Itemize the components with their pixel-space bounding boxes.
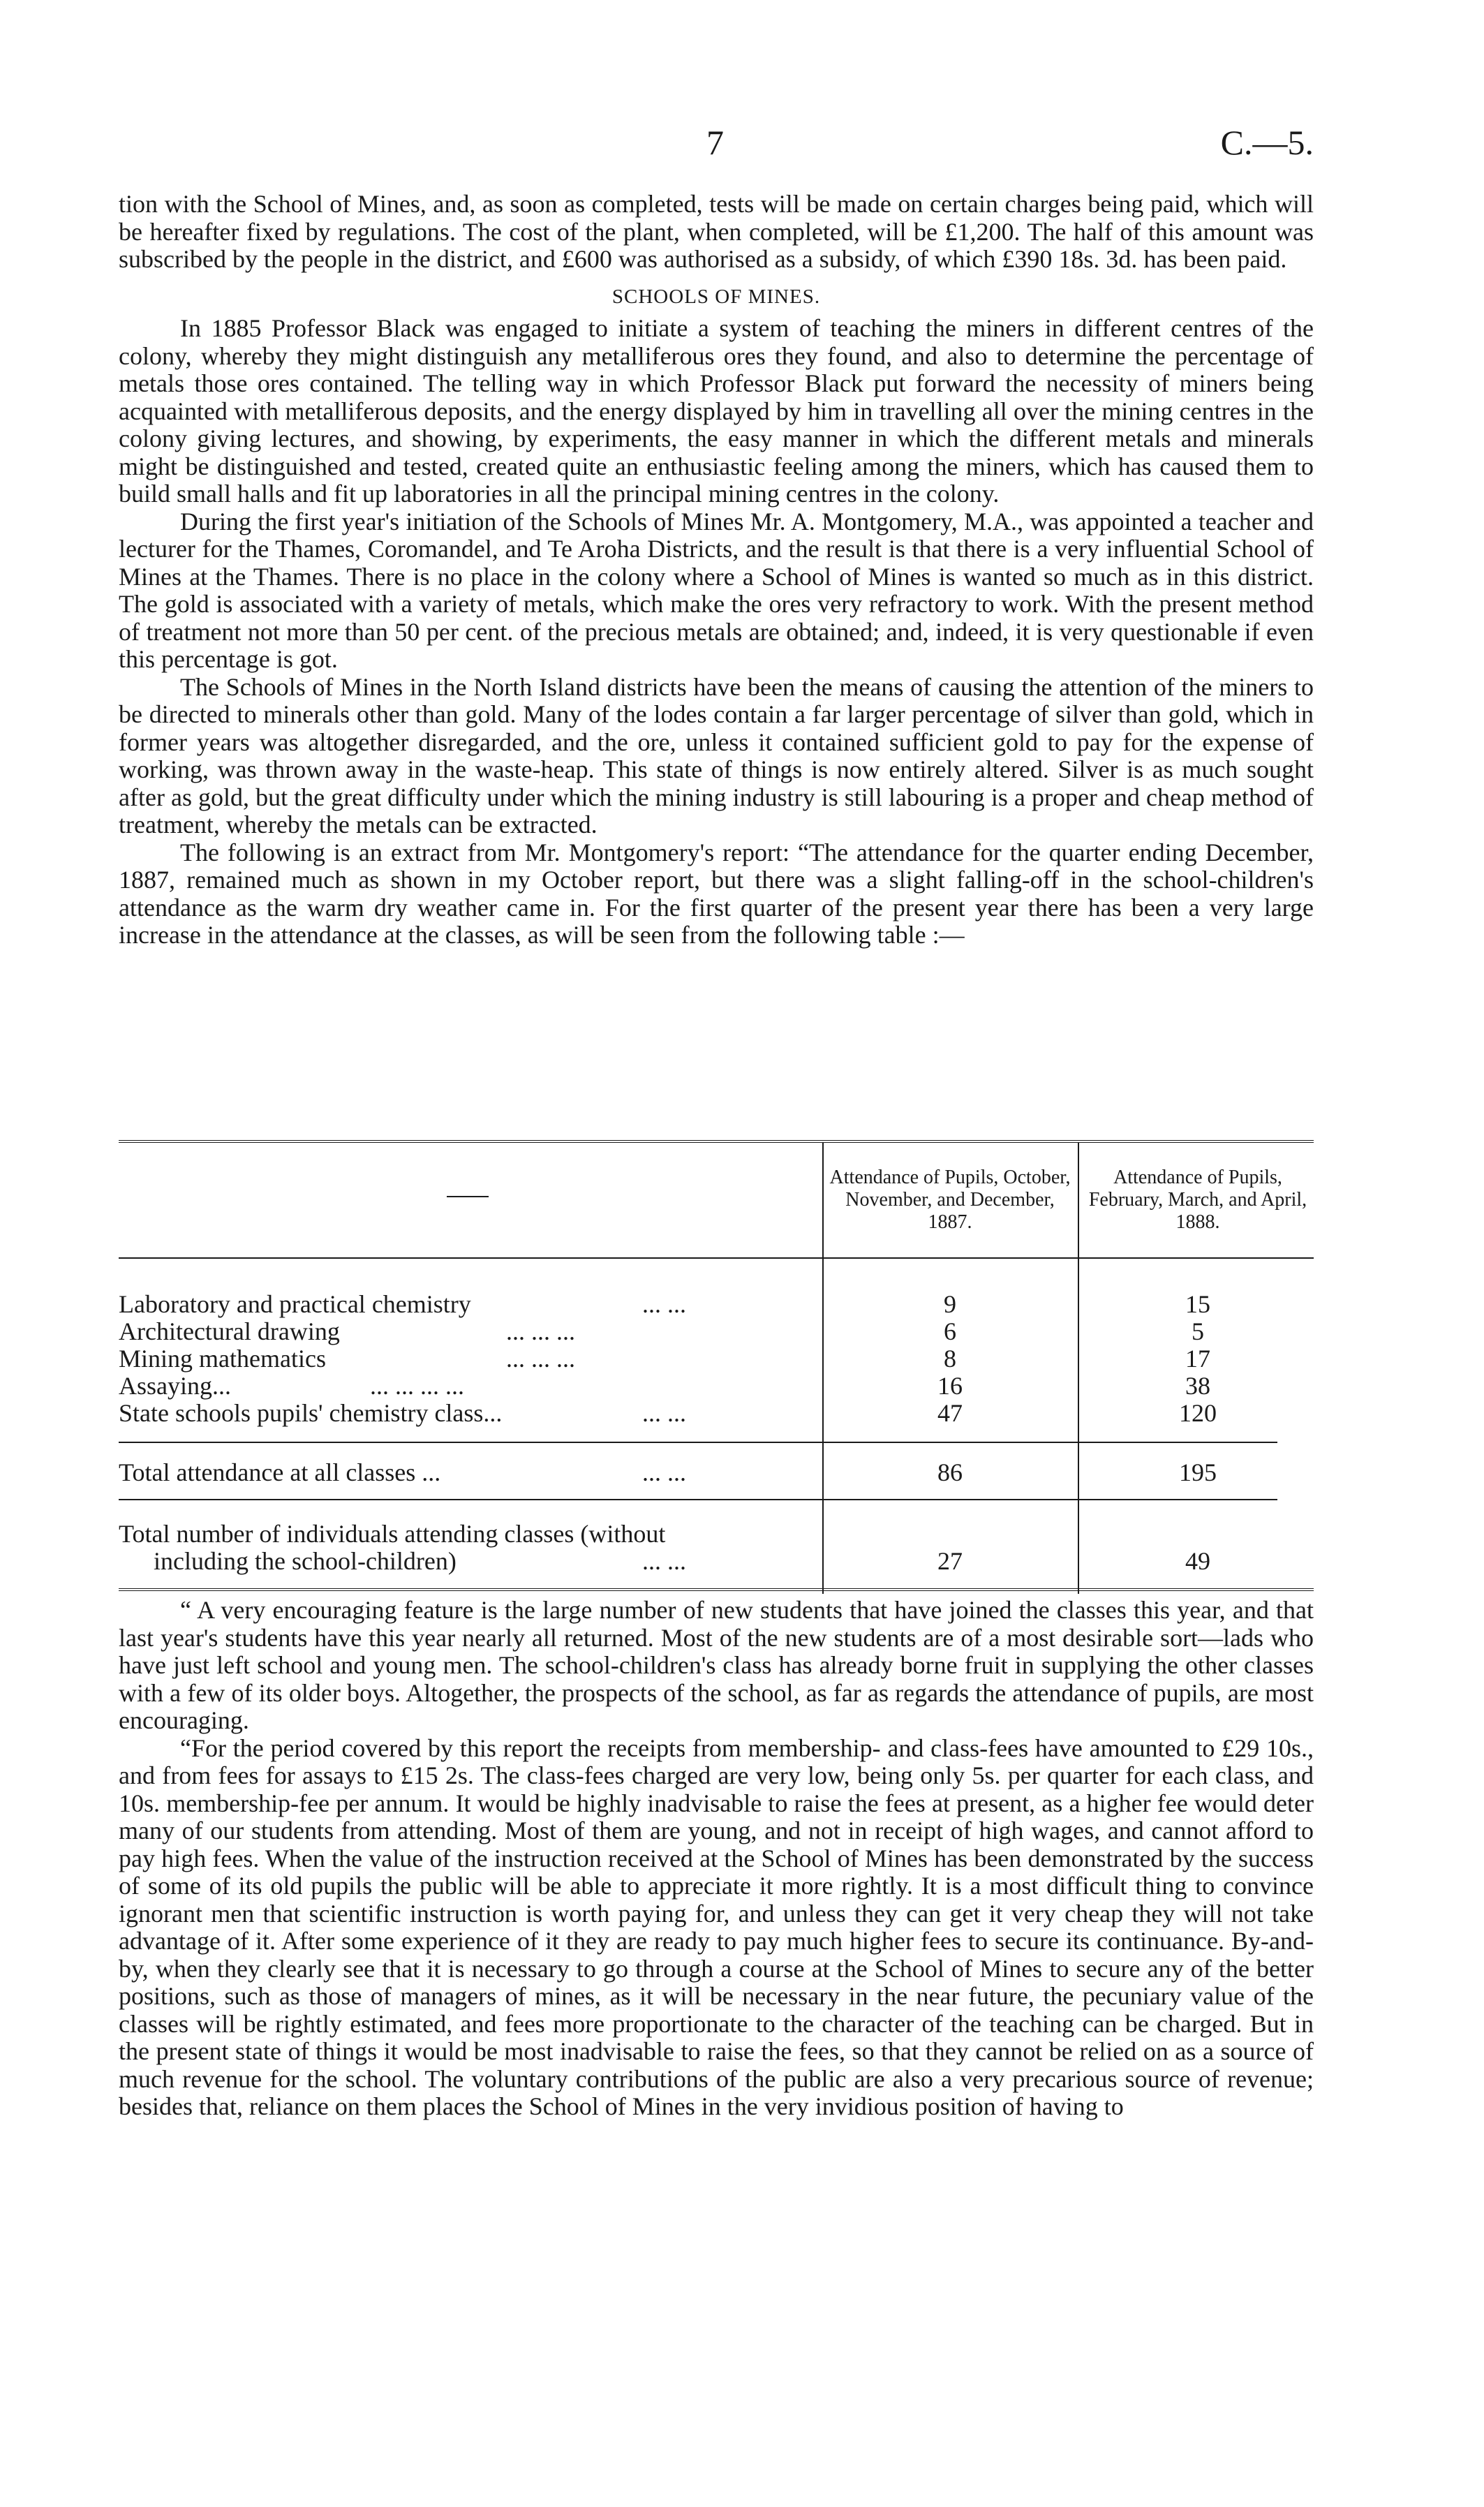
column-header-1888: Attendance of Pupils, February, March, and April, 1888. <box>1088 1167 1307 1233</box>
row-label: Mining mathematics <box>119 1345 326 1373</box>
row-label: State schools pupils' chemistry class... <box>119 1399 503 1427</box>
leader-dots: ... ... <box>642 1290 686 1318</box>
bottom-text-block <box>119 1597 1314 2121</box>
table-top-rule <box>119 1140 1314 1143</box>
section-title: SCHOOLS OF MINES. <box>611 285 821 308</box>
row-label: Assaying... <box>119 1372 231 1400</box>
value-1888: 5 <box>1192 1317 1204 1345</box>
leader-dots: ... ... ... <box>506 1345 575 1373</box>
paragraph-3: The Schools of Mines in the North Island districts have been the means of causing the attention of the miners to be directed to minerals other than gold. Many of the lodes contain a far larger percentage of silver than gold, which in former years was altogether disregarded, and the ore, unless it contained sufficient gold to pay for the expense of working, was thrown away in the waste-heap. This state of things is now entirely altered. Silver is as much sought after as gold, but the great difficulty under which the mining industry is still labouring is a proper and cheap method of treatment, whereby the metals can be extracted. <box>119 672 1314 838</box>
individuals-label-line1: Total number of individuals attending classes (without <box>119 1520 666 1548</box>
leader-dots: ... ... ... ... <box>370 1372 464 1400</box>
leader-dots: ... ... <box>642 1399 686 1427</box>
leader-dots: ... ... ... <box>506 1317 575 1345</box>
row-label: Laboratory and practical chemistry <box>119 1290 471 1318</box>
value-1887: 8 <box>944 1345 956 1373</box>
table-column-divider-2 <box>1078 1142 1079 1594</box>
value-1887: 9 <box>944 1290 956 1318</box>
table-bottom-rule <box>119 1588 1314 1591</box>
header-bottom-rule <box>119 1257 1314 1259</box>
attendance-table <box>119 1140 1314 1594</box>
stub-header-dash <box>447 1196 489 1197</box>
individuals-1887: 27 <box>937 1547 963 1575</box>
individuals-1888: 49 <box>1185 1547 1210 1575</box>
intro-paragraph: tion with the School of Mines, and, as soon as completed, tests will be made on certain charges being paid, which will be hereafter fixed by regulations. The cost of the plant, when completed, will be £1,200. The half of this amount was subscribed by the people in the district, and £600 was authorised as a subsidy, of which £390 18s. 3d. has been paid. <box>119 190 1314 273</box>
paragraph-1: In 1885 Professor Black was engaged to initiate a system of teaching the miners in different centres of the colony, whereby they might distinguish any metalliferous ores they found, and also to determine the percentage of metals those ores contained. The telling way in which Professor Black put forward the necessity of miners being acquainted with metalliferous deposits, and the energy displayed by him in travelling all over the mining centres in the colony giving lectures, and showing, by experiments, the easy manner in which the different metals and minerals might be distinguished and tested, created quite an enthusiastic feeling among the miners, which has caused them to build small halls and fit up laboratories in all the principal mining centres in the colony. <box>119 314 1314 508</box>
paragraph-5: “ A very encouraging feature is the large number of new students that have joined the classes this year, and that last year's students have this year nearly all returned. Most of the new students are of a most desirable sort—lads who have just left school and young men. The school-children's class has already borne fruit in supplying the other classes with a few of its older boys. Altogether, the prospects of the school, as far as regards the attendance of pupils, are most encouraging. <box>119 1596 1314 1734</box>
paragraph-4: The following is an extract from Mr. Montgomery's report: “The attendance for the quarter ending December, 1887, remained much as shown in my October report, but there was a slight falling-off in the school-children's attendance as the warm dry weather came in. For the first quarter of the present year there has been a very large increase in the attendance at the classes, as will be seen from the following table :— <box>119 838 1314 949</box>
paragraph-2: During the first year's initiation of the Schools of Mines Mr. A. Montgomery, M.A., was appointed a teacher and lecturer for the Thames, Coromandel, and Te Aroha Districts, and the result is that there is a very influential School of Mines at the Thames. There is no place in the colony where a School of Mines is wanted so much as in this district. The gold is associated with a variety of metals, which make the ores very refractory to work. With the present method of treatment not more than 50 per cent. of the precious metals are obtained; and, indeed, it is very questionable if even this percentage is got. <box>119 507 1314 673</box>
row-label: Architectural drawing <box>119 1317 340 1345</box>
column-header-1887: Attendance of Pupils, October, November, and December, 1887. <box>829 1167 1071 1233</box>
total-label: Total attendance at all classes ... <box>119 1458 441 1486</box>
total-rule <box>119 1499 1277 1500</box>
paragraph-6: “For the period covered by this report the receipts from membership- and class-fees have amounted to £29 10s., and from fees for assays to £15 2s. The class-fees charged are very low, being only 5s. per quarter for each class, and 10s. membership-fee per annum. It would be highly inadvisable to raise the fees at present, as a higher fee would deter many of our students from attending. Most of them are young, and not in receipt of high wages, and cannot afford to pay high fees. When the value of the instruction received at the School of Mines has been demonstrated by the success of some of its old pupils the public will be able to appreciate it more rightly. It is a most difficult thing to convince ignorant men that scientific instruction is worth paying for, and unless they can get it very cheap they will not take advantage of it. After some experience of it they are ready to pay much higher fees to secure its continuance. By-and-by, when they clearly see that it is necessary to go through a course at the School of Mines to secure any of the better positions, such as those of managers of mines, as it will be necessary in the near future, the pecuniary value of the classes will be rightly estimated, and fees more proportionate to the character of the teaching can be charged. But in the present state of things it would be most inadvisable to raise the fees, so that they cannot be relied on as a source of much revenue for the school. The voluntary contributions of the public are also a very precarious source of revenue; besides that, reliance on them places the School of Mines in the very invidious position of having to <box>119 1733 1314 2120</box>
document-code: C.—5. <box>1220 123 1314 162</box>
total-1888: 195 <box>1179 1458 1217 1486</box>
value-1887: 16 <box>937 1372 963 1400</box>
top-text-block <box>119 191 1314 949</box>
value-1888: 15 <box>1185 1290 1210 1318</box>
leader-dots: ... ... <box>642 1547 686 1575</box>
total-1887: 86 <box>937 1458 963 1486</box>
value-1888: 38 <box>1185 1372 1210 1400</box>
table-column-divider-1 <box>822 1142 824 1594</box>
subtotal-rule <box>119 1442 1277 1443</box>
value-1888: 17 <box>1185 1345 1210 1373</box>
individuals-label-line2: including the school-children) <box>154 1547 457 1575</box>
value-1888: 120 <box>1179 1399 1217 1427</box>
page-number: 7 <box>706 123 724 162</box>
value-1887: 47 <box>937 1399 963 1427</box>
value-1887: 6 <box>944 1317 956 1345</box>
leader-dots: ... ... <box>642 1458 686 1486</box>
